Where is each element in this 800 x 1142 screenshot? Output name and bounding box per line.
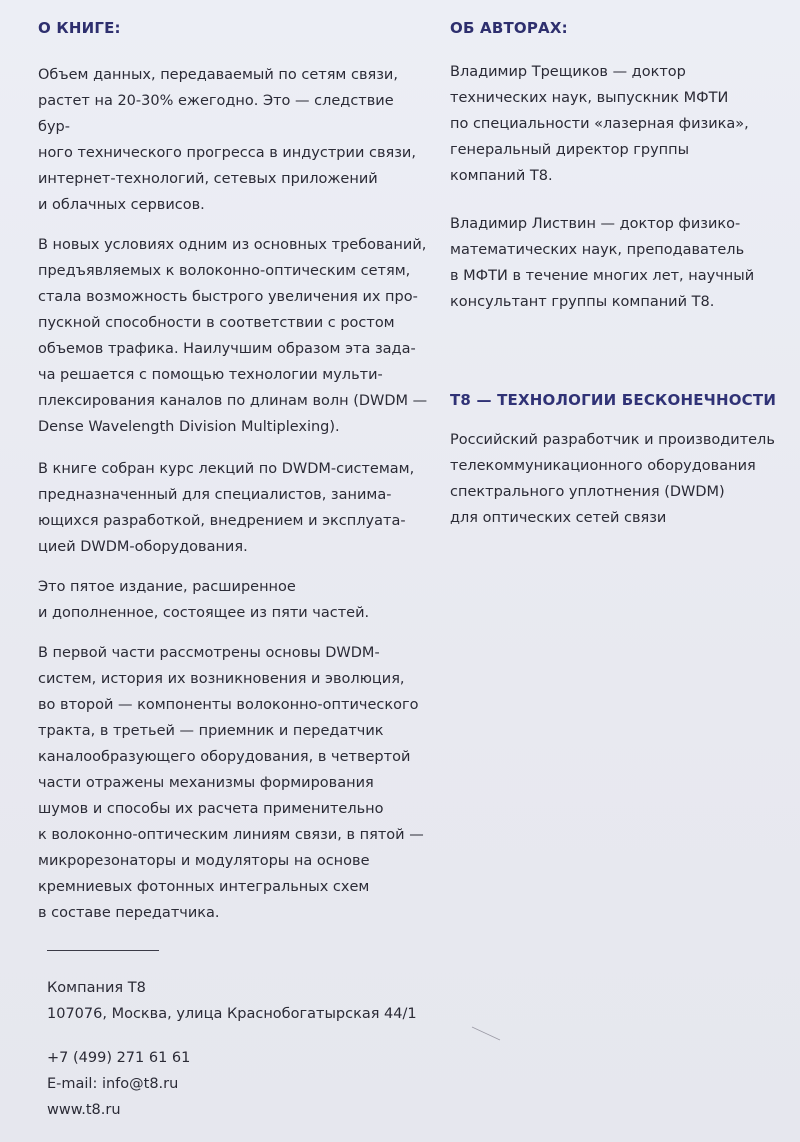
website-link: www.t8.ru [47, 1102, 121, 1118]
email-address: E-mail: info@t8.ru [47, 1076, 179, 1092]
author-listvin: Владимир Листвин — доктор физико- математических наук, преподаватель в МФТИ в течение многих лет, научный консультант группы компаний Т8. [450, 216, 755, 310]
about-book-section [38, 18, 430, 926]
about-book-paragraph-2: В новых условиях одним из основных требований, предъявляемых к волоконно-оптическим сетям, стала возможность быстрого увеличения их про- пускной способности в соответствии с ростом объемов трафика. Наилучшим образом эта зада- ча решается с помощью технологии мульти- плексирования каналов по длинам волн (DWDM — Dense Wavelength Division Multiplexing). [38, 237, 428, 435]
footer-divider [47, 950, 159, 951]
company-description: Российский разработчик и производитель телекоммуникационного оборудования спектрального уплотнения (DWDM) для оптических сетей связи [450, 432, 775, 526]
about-book-paragraph-3: В книге собран курс лекций по DWDM-системам, предназначенный для специалистов, занима- ющихся разработкой, внедрением и эксплуата- цией DWDM-оборудования. [38, 461, 415, 555]
company-name: Компания Т8 [47, 980, 146, 996]
author-treshchikov: Владимир Трещиков — доктор технических наук, выпускник МФТИ по специальности «лазерная физика», генеральный директор группы компаний Т8. [450, 64, 749, 184]
right-column [450, 18, 790, 531]
company-slogan-heading: Т8 — ТЕХНОЛОГИИ БЕСКОНЕЧНОСТИ [450, 391, 777, 409]
about-book-paragraph-1: Объем данных, передаваемый по сетям связи, растет на 20-30% ежегодно. Это — следствие бур- ного технического прогресса в индустрии связи, интернет-технологий, сетевых приложений и облачных сервисов. [38, 67, 416, 213]
phone-number: +7 (499) 271 61 61 [47, 1050, 191, 1066]
about-book-paragraph-4: Это пятое издание, расширенное и дополненное, состоящее из пяти частей. [38, 579, 370, 621]
about-book-heading: О КНИГЕ: [38, 19, 121, 37]
about-authors-heading: ОБ АВТОРАХ: [450, 19, 568, 37]
paper-scratch-mark [470, 1025, 504, 1043]
contacts-footer [47, 975, 547, 1123]
company-address: 107076, Москва, улица Краснобогатырская 44/1 [47, 1006, 417, 1022]
about-book-paragraph-5: В первой части рассмотрены основы DWDM- систем, история их возникновения и эволюция, во второй — компоненты волоконно-оптического тракта, в третьей — приемник и передатчик каналообразующего оборудования, в четвертой части отражены механизмы формирования шумов и способы их расчета применительно к волоконно-оптическим линиям связи, в пятой — микрорезонаторы и модуляторы на основе кремниевых фотонных интегральных схем в составе передатчика. [38, 645, 424, 921]
